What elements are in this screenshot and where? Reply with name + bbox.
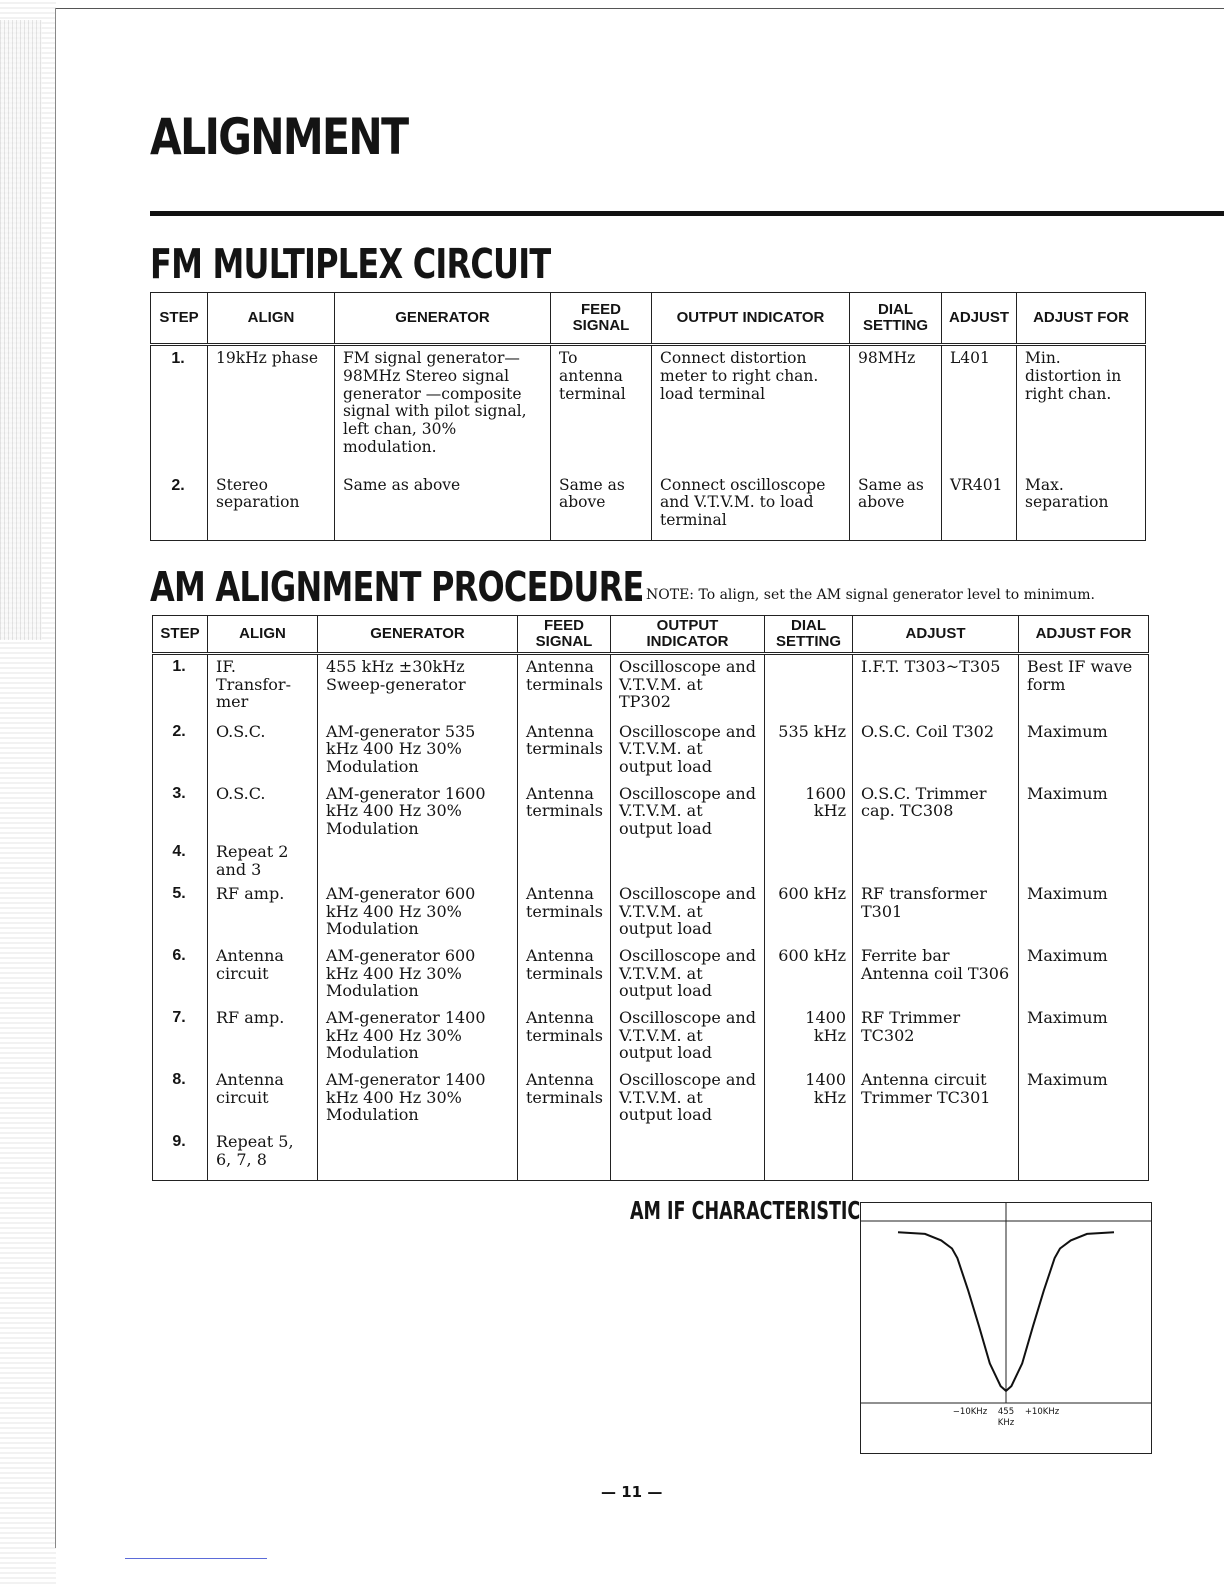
footer-line — [125, 1558, 267, 1559]
column-header: OUTPUT INDICATOR — [611, 616, 765, 654]
adjust-for-cell: Max. separation — [1017, 473, 1146, 541]
column-header: FEED SIGNAL — [551, 293, 652, 345]
dial-setting-cell — [765, 1130, 853, 1180]
dial-setting-cell: 1400 kHz — [765, 1006, 853, 1068]
output-indicator-cell: Oscilloscope and V.T.V.M. at output load — [611, 1068, 765, 1130]
generator-cell — [318, 1130, 518, 1180]
adjust-for-cell: Maximum — [1019, 720, 1149, 782]
adjust-for-cell: Best IF wave form — [1019, 654, 1149, 720]
generator-cell: AM-generator 600 kHz 400 Hz 30% Modulation — [318, 944, 518, 1006]
adjust-cell: VR401 — [942, 473, 1017, 541]
align-cell: Repeat 5, 6, 7, 8 — [208, 1130, 318, 1180]
column-header: STEP — [151, 293, 208, 345]
dial-setting-cell: 98MHz — [850, 345, 942, 473]
generator-cell: AM-generator 1400 kHz 400 Hz 30% Modulation — [318, 1006, 518, 1068]
output-indicator-cell: Connect oscilloscope and V.T.V.M. to load terminal — [652, 473, 850, 541]
generator-cell: FM signal generator—98MHz Stereo signal generator —composite signal with pilot signal, left chan, 30% modulation. — [335, 345, 551, 473]
column-header: DIAL SETTING — [850, 293, 942, 345]
adjust-for-cell: Min. distortion in right chan. — [1017, 345, 1146, 473]
x-tick-label: −10KHz — [952, 1407, 988, 1417]
feed-signal-cell: Antenna terminals — [518, 944, 611, 1006]
table-header-row — [153, 616, 1149, 654]
page-number: — 11 — — [601, 1483, 663, 1501]
table-row — [151, 473, 1146, 541]
am-note: NOTE: To align, set the AM signal generator level to minimum. — [646, 587, 1095, 603]
output-indicator-cell: Oscilloscope and V.T.V.M. at output load — [611, 782, 765, 841]
adjust-cell: O.S.C. Trimmer cap. TC308 — [853, 782, 1019, 841]
column-header: ALIGN — [208, 616, 318, 654]
align-cell: Antenna circuit — [208, 944, 318, 1006]
step-number: 7. — [153, 1006, 208, 1068]
step-number: 1. — [151, 345, 208, 473]
generator-cell: 455 kHz ±30kHz Sweep-generator — [318, 654, 518, 720]
step-number: 2. — [151, 473, 208, 541]
adjust-cell — [853, 1130, 1019, 1180]
column-header: DIAL SETTING — [765, 616, 853, 654]
x-tick-label: +10KHz — [1024, 1407, 1060, 1417]
feed-signal-cell: Same as above — [551, 473, 652, 541]
step-number: 4. — [153, 840, 208, 882]
step-number: 6. — [153, 944, 208, 1006]
table-header-row — [151, 293, 1146, 345]
am-section-heading: AM ALIGNMENT PROCEDURE — [150, 563, 644, 611]
align-cell: Antenna circuit — [208, 1068, 318, 1130]
dial-setting-cell — [765, 840, 853, 882]
scan-edge-texture — [0, 20, 42, 640]
dial-setting-cell: 1600 kHz — [765, 782, 853, 841]
align-cell: RF amp. — [208, 1006, 318, 1068]
page-border-left — [55, 8, 56, 1548]
column-header: STEP — [153, 616, 208, 654]
generator-cell: Same as above — [335, 473, 551, 541]
align-cell: O.S.C. — [208, 720, 318, 782]
dial-setting-cell: 535 kHz — [765, 720, 853, 782]
am-alignment-table — [152, 615, 1149, 1181]
feed-signal-cell: Antenna terminals — [518, 782, 611, 841]
output-indicator-cell: Oscilloscope and V.T.V.M. at output load — [611, 720, 765, 782]
table-row — [151, 345, 1146, 473]
table-row — [153, 1006, 1149, 1068]
table-row — [153, 882, 1149, 944]
adjust-for-cell: Maximum — [1019, 782, 1149, 841]
generator-cell: AM-generator 600 kHz 400 Hz 30% Modulation — [318, 882, 518, 944]
output-indicator-cell — [611, 840, 765, 882]
generator-cell: AM-generator 535 kHz 400 Hz 30% Modulation — [318, 720, 518, 782]
adjust-cell: RF Trimmer TC302 — [853, 1006, 1019, 1068]
feed-signal-cell: Antenna terminals — [518, 1068, 611, 1130]
feed-signal-cell: Antenna terminals — [518, 720, 611, 782]
adjust-cell: RF transformer T301 — [853, 882, 1019, 944]
table-row — [153, 944, 1149, 1006]
column-header: OUTPUT INDICATOR — [652, 293, 850, 345]
dial-setting-cell: 1400 kHz — [765, 1068, 853, 1130]
adjust-cell: O.S.C. Coil T302 — [853, 720, 1019, 782]
align-cell: Repeat 2 and 3 — [208, 840, 318, 882]
fm-alignment-table — [150, 292, 1146, 541]
output-indicator-cell: Oscilloscope and V.T.V.M. at TP302 — [611, 654, 765, 720]
output-indicator-cell — [611, 1130, 765, 1180]
page-title: ALIGNMENT — [150, 108, 408, 166]
adjust-cell: Ferrite bar Antenna coil T306 — [853, 944, 1019, 1006]
output-indicator-cell: Connect distortion meter to right chan. load terminal — [652, 345, 850, 473]
column-header: GENERATOR — [335, 293, 551, 345]
step-number: 8. — [153, 1068, 208, 1130]
adjust-cell: I.F.T. T303~T305 — [853, 654, 1019, 720]
adjust-for-cell — [1019, 1130, 1149, 1180]
fm-section-heading: FM MULTIPLEX CIRCUIT — [150, 240, 551, 288]
column-header: ADJUST — [853, 616, 1019, 654]
adjust-for-cell: Maximum — [1019, 1068, 1149, 1130]
adjust-for-cell: Maximum — [1019, 1006, 1149, 1068]
x-tick-labels — [861, 1407, 1151, 1417]
adjust-cell: L401 — [942, 345, 1017, 473]
align-cell: 19kHz phase — [208, 345, 335, 473]
output-indicator-cell: Oscilloscope and V.T.V.M. at output load — [611, 1006, 765, 1068]
table-row — [153, 782, 1149, 841]
generator-cell — [318, 840, 518, 882]
column-header: ADJUST — [942, 293, 1017, 345]
step-number: 1. — [153, 654, 208, 720]
feed-signal-cell: To antenna terminal — [551, 345, 652, 473]
dial-setting-cell — [765, 654, 853, 720]
output-indicator-cell: Oscilloscope and V.T.V.M. at output load — [611, 944, 765, 1006]
dial-setting-cell: 600 kHz — [765, 944, 853, 1006]
feed-signal-cell — [518, 840, 611, 882]
table-row — [153, 1068, 1149, 1130]
x-tick-label: 455 — [997, 1407, 1015, 1417]
align-cell: IF. Transfor-mer — [208, 654, 318, 720]
adjust-cell — [853, 840, 1019, 882]
chart-title: AM IF CHARACTERISTIC — [630, 1196, 861, 1225]
step-number: 9. — [153, 1130, 208, 1180]
table-row — [153, 720, 1149, 782]
feed-signal-cell: Antenna terminals — [518, 654, 611, 720]
adjust-for-cell: Maximum — [1019, 944, 1149, 1006]
generator-cell: AM-generator 1400 kHz 400 Hz 30% Modulation — [318, 1068, 518, 1130]
step-number: 3. — [153, 782, 208, 841]
align-cell: RF amp. — [208, 882, 318, 944]
dial-setting-cell: Same as above — [850, 473, 942, 541]
step-number: 5. — [153, 882, 208, 944]
column-header: ADJUST FOR — [1019, 616, 1149, 654]
page-border-top — [55, 8, 1224, 9]
output-indicator-cell: Oscilloscope and V.T.V.M. at output load — [611, 882, 765, 944]
align-cell: Stereo separation — [208, 473, 335, 541]
feed-signal-cell: Antenna terminals — [518, 882, 611, 944]
if-characteristic-chart — [860, 1202, 1152, 1454]
align-cell: O.S.C. — [208, 782, 318, 841]
feed-signal-cell — [518, 1130, 611, 1180]
generator-cell: AM-generator 1600 kHz 400 Hz 30% Modulation — [318, 782, 518, 841]
table-row — [153, 1130, 1149, 1180]
column-header: FEED SIGNAL — [518, 616, 611, 654]
adjust-cell: Antenna circuit Trimmer TC301 — [853, 1068, 1019, 1130]
x-axis-label: KHz — [997, 1418, 1015, 1428]
table-row — [153, 840, 1149, 882]
table-row — [153, 654, 1149, 720]
adjust-for-cell: Maximum — [1019, 882, 1149, 944]
heading-rule — [150, 211, 1224, 216]
column-header: ADJUST FOR — [1017, 293, 1146, 345]
step-number: 2. — [153, 720, 208, 782]
column-header: ALIGN — [208, 293, 335, 345]
adjust-for-cell — [1019, 840, 1149, 882]
dial-setting-cell: 600 kHz — [765, 882, 853, 944]
column-header: GENERATOR — [318, 616, 518, 654]
feed-signal-cell: Antenna terminals — [518, 1006, 611, 1068]
